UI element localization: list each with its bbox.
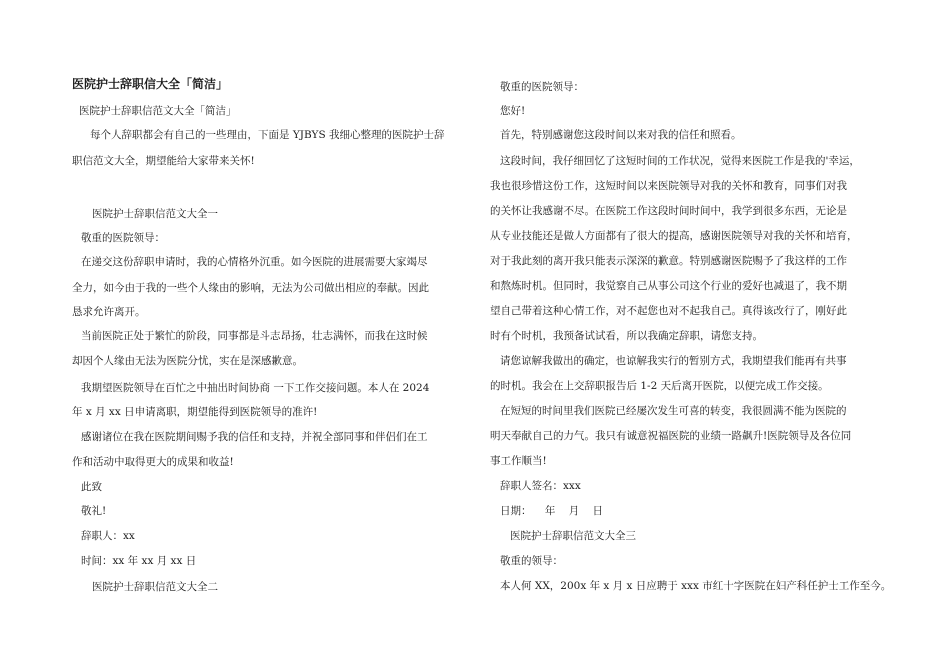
paragraph-line: 本人何 XX，200x 年 x 月 x 日应聘于 xxx 市红十字医院在妇产科任护士工作至今。 xyxy=(500,580,892,592)
paragraph-line: 每个人辞职都会有自己的一些理由，下面是 YJBYS 我细心整理的医院护士辞 xyxy=(90,129,445,141)
paragraph-line: 在递交这份辞职申请时，我的心情格外沉重。如今医院的进展需要大家竭尽 xyxy=(81,256,428,268)
paragraph-line: 请您谅解我做出的确定，也谅解我实行的暂别方式，我期望我们能再有共事 xyxy=(500,355,847,367)
paragraph-line: 这段时间，我仔细回忆了这短时间的工作状况，觉得来医院工作是我的'幸运， xyxy=(500,155,860,167)
date-line: 日期： 年 月 日 xyxy=(500,505,604,517)
paragraph-line: 在短短的时间里我们医院已经屡次发生可喜的转变，我很圆满不能为医院的 xyxy=(500,405,847,417)
paragraph-line: 对于我此刻的离开我只能表示深深的歉意。特别感谢医院赐予了我这样的工作 xyxy=(490,255,847,267)
paragraph-line: 恳求允许离开。 xyxy=(72,306,146,318)
paragraph-line: 的关怀让我感谢不尽。在医院工作这段时间时间中，我学到很多东西，无论是 xyxy=(490,205,847,217)
paragraph-line: 的时机。我会在上交辞职报告后 1-2 天后离开医院，以便完成工作交接。 xyxy=(490,380,829,392)
paragraph-line: 和熬炼时机。但同时，我觉察自己从事公司这个行业的爱好也减退了，我不期 xyxy=(490,280,847,292)
section-heading: 医院护士辞职信范文大全二 xyxy=(92,581,218,593)
paragraph-line: 我期望医院领导在百忙之中抽出时间协商 一下工作交接问题。本人在 2024 xyxy=(81,382,430,394)
paragraph-line: 时有个时机，我预备试试看，所以我确定辞职，请您支持。 xyxy=(490,330,763,342)
paragraph-line: 却因个人缘由无法为医院分忧，实在是深感歉意。 xyxy=(72,355,303,367)
paragraph-line: 事工作顺当! xyxy=(490,455,547,467)
greeting: 您好! xyxy=(500,105,526,117)
paragraph-line: 我也很珍惜这份工作，这短时间以来医院领导对我的关怀和教育，同事们对我 xyxy=(490,180,847,192)
paragraph-line: 明天奉献自己的力气。我只有诚意祝福医院的业绩一路飙升!医院领导及各位同 xyxy=(490,430,852,442)
closing-line: 敬礼! xyxy=(81,505,107,517)
section-heading: 医院护士辞职信范文大全三 xyxy=(510,530,636,542)
document-title: 医院护士辞职信大全「简洁」 xyxy=(72,77,229,91)
closing-line: 此致 xyxy=(81,481,102,493)
paragraph-line: 望自己带着这种心情工作，对不起您也对不起我自己。真得该改行了，刚好此 xyxy=(490,305,847,317)
paragraph-line: 作和活动中取得更大的成果和收益! xyxy=(72,456,234,468)
paragraph-line: 年 x 月 xx 日申请离职，期望能得到医院领导的准许! xyxy=(72,406,318,418)
paragraph-line: 感谢诸位在我在医院期间赐予我的信任和支持，并祝全部同事和伴侣们在工 xyxy=(81,431,428,443)
section-heading: 医院护士辞职信范文大全一 xyxy=(92,208,218,220)
paragraph-line: 全力，如今由于我的一些个人缘由的影响，无法为公司做出相应的奉献。因此 xyxy=(72,282,429,294)
salutation: 敬重的领导： xyxy=(500,555,563,567)
date-line: 时间：xx 年 xx 月 xx 日 xyxy=(81,555,197,567)
paragraph-line: 从专业技能还是做人方面都有了很大的提高，感谢医院领导对我的关怀和培育， xyxy=(490,230,858,242)
signature-line: 辞职人：xx xyxy=(81,530,135,542)
paragraph-line: 首先，特别感谢您这段时间以来对我的信任和照看。 xyxy=(500,129,742,141)
subtitle: 医院护士辞职信范文大全「简洁」 xyxy=(79,105,237,117)
signature-line: 辞职人签名：xxx xyxy=(500,480,581,492)
paragraph-line: 职信范文大全，期望能给大家带来关怀! xyxy=(72,155,255,167)
salutation: 敬重的医院领导： xyxy=(81,232,165,244)
paragraph-line: 当前医院正处于繁忙的阶段，同事都是斗志昂扬，壮志满怀，而我在这时候 xyxy=(81,330,428,342)
salutation: 敬重的医院领导： xyxy=(500,81,584,93)
